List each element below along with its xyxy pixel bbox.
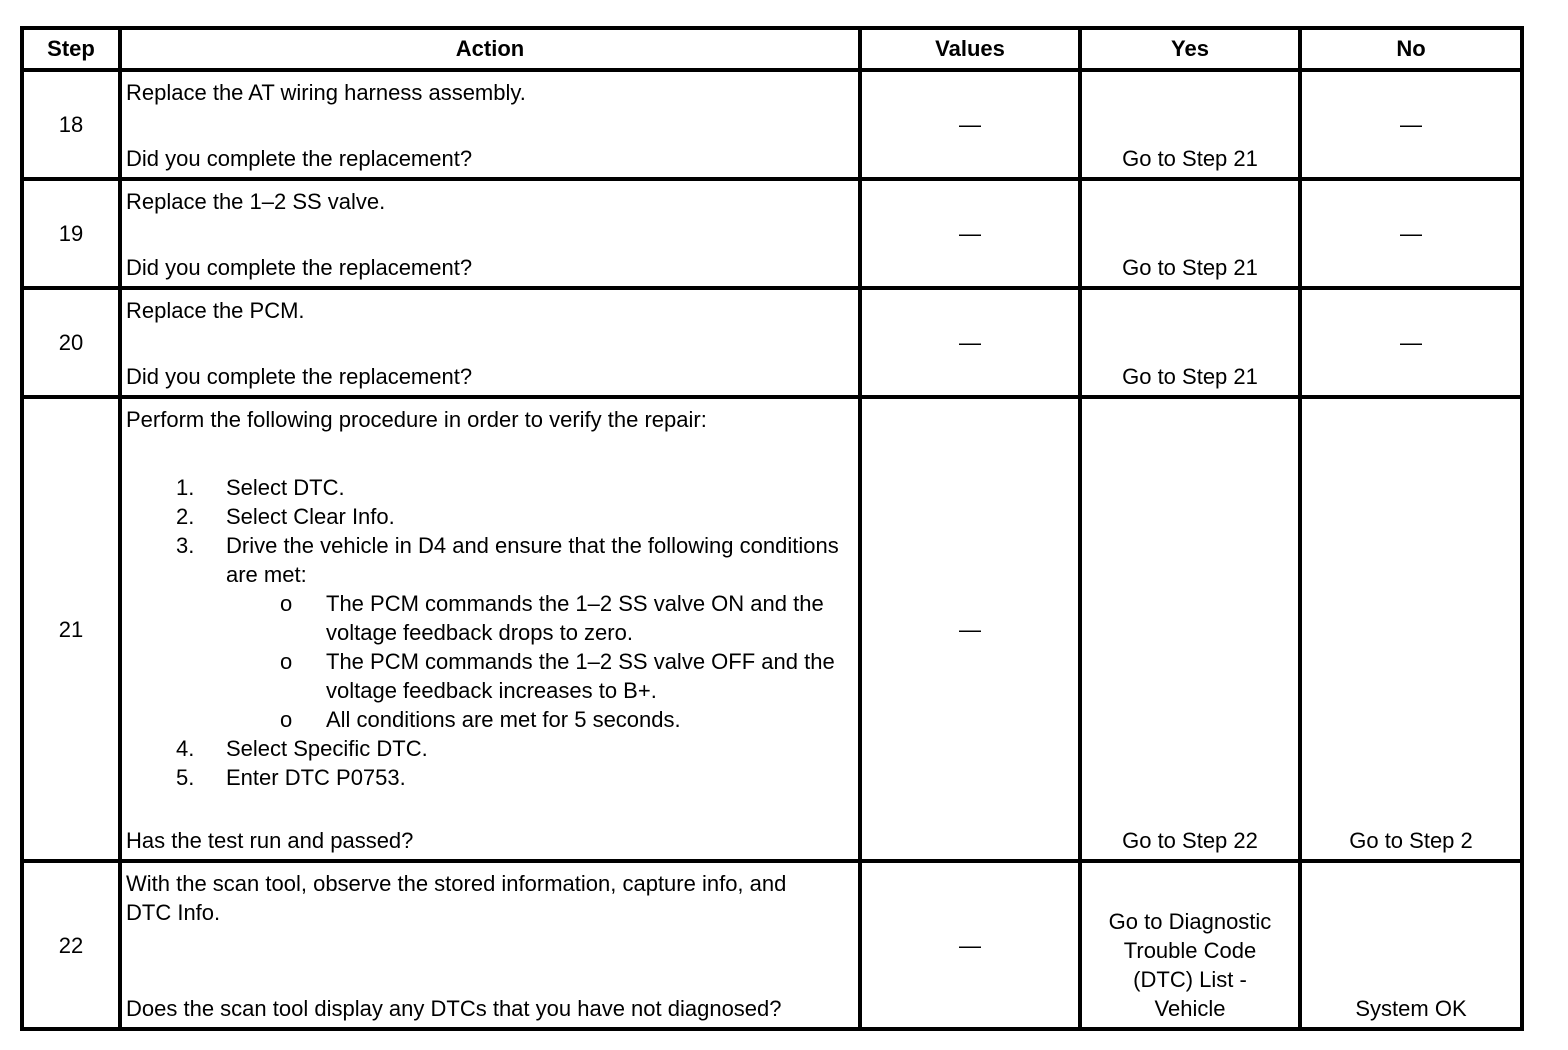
action-cell: [120, 70, 860, 179]
action-text: With the scan tool, observe the stored information, capture info, and DTC Info.: [126, 871, 787, 925]
condition-text: The PCM commands the 1–2 SS valve OFF and the voltage feedback increases to B+.: [326, 649, 835, 703]
no-cell: —: [1300, 288, 1522, 397]
condition-text: The PCM commands the 1–2 SS valve ON and the voltage feedback drops to zero.: [326, 591, 824, 645]
action-question: Did you complete the replacement?: [126, 146, 473, 171]
action-cell: [120, 288, 860, 397]
header-yes: Yes: [1080, 28, 1300, 70]
procedure-step: [126, 734, 854, 763]
table-row: [22, 397, 1522, 861]
step-number: 22: [22, 861, 120, 1029]
condition-item: [126, 705, 854, 734]
step-text: Select Specific DTC.: [226, 736, 428, 761]
step-marker: 1.: [176, 475, 195, 500]
step-marker: 4.: [176, 736, 195, 761]
step-number: 20: [22, 288, 120, 397]
step-marker: 5.: [176, 765, 195, 790]
step-text: Select Clear Info.: [226, 504, 395, 529]
values-cell: —: [860, 288, 1080, 397]
action-cell: [120, 179, 860, 288]
step-number: 21: [22, 397, 120, 861]
yes-cell: Go to Step 22: [1080, 397, 1300, 861]
values-cell: —: [860, 861, 1080, 1029]
header-step: Step: [22, 28, 120, 70]
table-row: [22, 179, 1522, 288]
header-values: Values: [860, 28, 1080, 70]
bullet-marker: o: [280, 649, 293, 674]
yes-cell: Go to Step 21: [1080, 179, 1300, 288]
bullet-marker: o: [280, 591, 293, 616]
action-question: Did you complete the replacement?: [126, 255, 473, 280]
header-action: Action: [120, 28, 860, 70]
yes-cell: Go to Diagnostic Trouble Code (DTC) List - Vehicle: [1080, 861, 1300, 1029]
action-text: Replace the PCM.: [126, 298, 305, 323]
procedure-step: [126, 763, 854, 792]
procedure-step: [126, 531, 854, 734]
action-text: Perform the following procedure in order to verify the repair:: [126, 407, 707, 432]
yes-cell: Go to Step 21: [1080, 288, 1300, 397]
table-row: [22, 288, 1522, 397]
step-number: 18: [22, 70, 120, 179]
no-cell: —: [1300, 179, 1522, 288]
conditions-list: [126, 589, 854, 734]
values-cell: —: [860, 397, 1080, 861]
table-row: [22, 861, 1522, 1029]
action-question: Did you complete the replacement?: [126, 364, 473, 389]
condition-text: All conditions are met for 5 seconds.: [326, 707, 681, 732]
no-cell: System OK: [1300, 861, 1522, 1029]
values-cell: —: [860, 70, 1080, 179]
yes-cell: Go to Step 21: [1080, 70, 1300, 179]
no-cell: —: [1300, 70, 1522, 179]
header-no: No: [1300, 28, 1522, 70]
procedure-step: [126, 473, 854, 502]
step-number: 19: [22, 179, 120, 288]
procedure-step: [126, 502, 854, 531]
no-cell: Go to Step 2: [1300, 397, 1522, 861]
step-text: Select DTC.: [226, 475, 345, 500]
action-question: Does the scan tool display any DTCs that you have not diagnosed?: [126, 996, 782, 1021]
header-row: [22, 28, 1522, 70]
step-text: Enter DTC P0753.: [226, 765, 406, 790]
table-row: [22, 70, 1522, 179]
action-cell: [120, 397, 860, 861]
bullet-marker: o: [280, 707, 293, 732]
action-text: Replace the 1–2 SS valve.: [126, 189, 386, 214]
values-cell: —: [860, 179, 1080, 288]
step-marker: 3.: [176, 533, 195, 558]
step-text: Drive the vehicle in D4 and ensure that the following conditions are met:: [226, 533, 839, 587]
procedure-list: [126, 473, 854, 792]
condition-item: [126, 589, 854, 647]
action-question: Has the test run and passed?: [126, 828, 414, 853]
diagnostic-table: [20, 26, 1524, 1031]
action-text: Replace the AT wiring harness assembly.: [126, 80, 526, 105]
condition-item: [126, 647, 854, 705]
action-cell: [120, 861, 860, 1029]
step-marker: 2.: [176, 504, 195, 529]
